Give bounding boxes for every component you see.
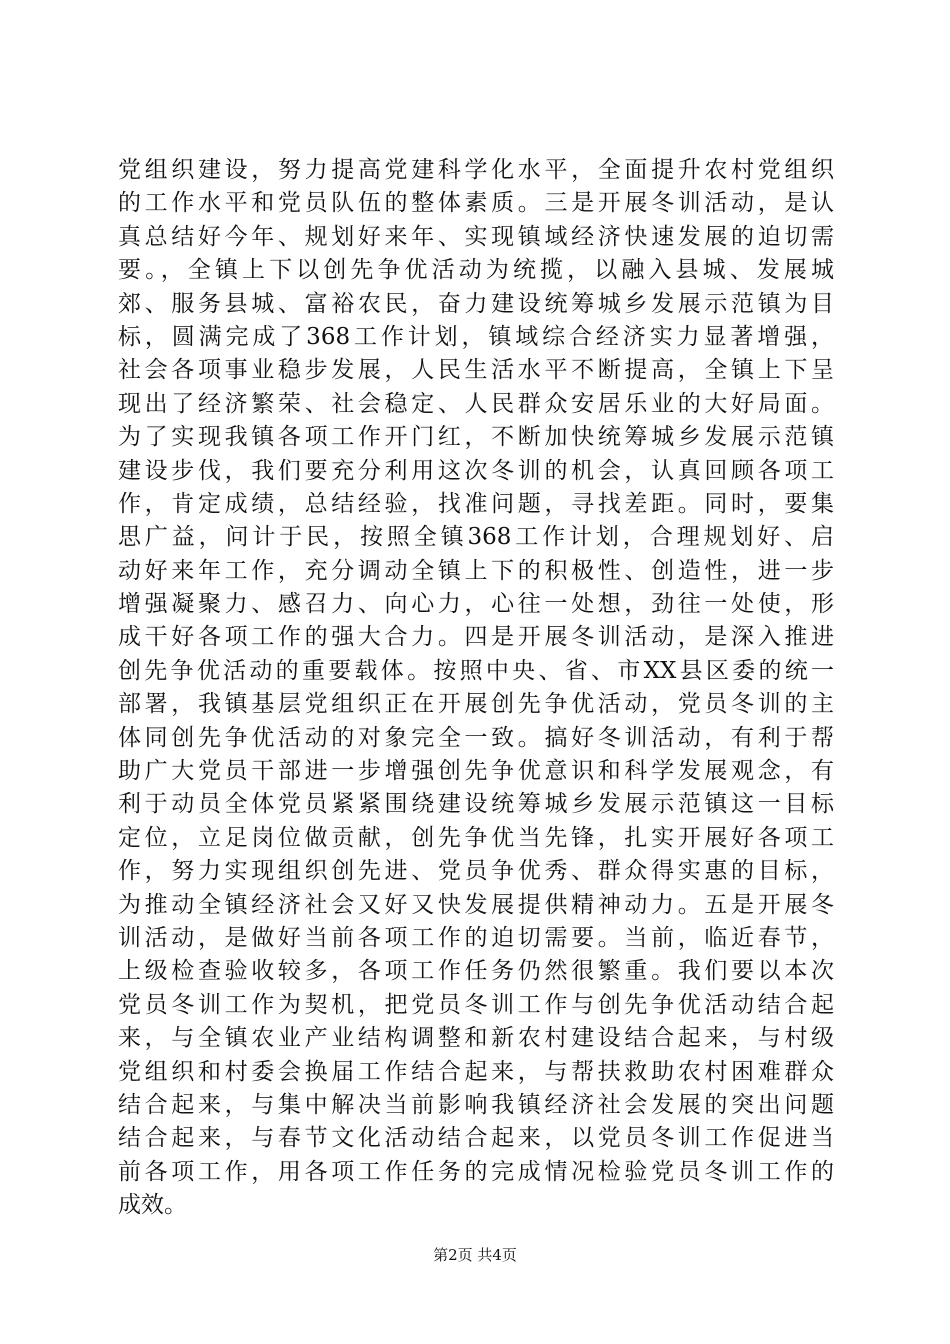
text-line: 结合起来，与春节文化活动结合起来，以党员冬训工作促进当 bbox=[118, 1125, 834, 1152]
text-line: 标，圆满完成了368工作计划，镇域综合经济实力显著增强， bbox=[118, 323, 834, 350]
text-line: 体同创先争优活动的对象完全一致。搞好冬训活动，有利于帮 bbox=[118, 724, 834, 751]
text-line: 真总结好今年、规划好来年、实现镇域经济快速发展的迫切需 bbox=[118, 223, 834, 250]
text-line: 为了实现我镇各项工作开门红，不断加快统筹城乡发展示范镇 bbox=[118, 424, 834, 451]
text-line: 上级检查验收较多，各项工作任务仍然很繁重。我们要以本次 bbox=[118, 958, 834, 985]
text-line: 部署，我镇基层党组织正在开展创先争优活动，党员冬训的主 bbox=[118, 691, 834, 718]
text-line: 成干好各项工作的强大合力。四是开展冬训活动，是深入推进 bbox=[118, 624, 834, 651]
text-line: 动好来年工作，充分调动全镇上下的积极性、创造性，进一步 bbox=[118, 557, 834, 584]
text-line: 定位，立足岗位做贡献，创先争优当先锋，扎实开展好各项工 bbox=[118, 824, 834, 851]
text-line: 郊、服务县城、富裕农民，奋力建设统筹城乡发展示范镇为目 bbox=[118, 290, 834, 317]
text-line: 为推动全镇经济社会又好又快发展提供精神动力。五是开展冬 bbox=[118, 891, 834, 918]
text-line: 作，努力实现组织创先进、党员争优秀、群众得实惠的目标， bbox=[118, 858, 834, 885]
body-paragraph bbox=[118, 154, 834, 1223]
text-line: 要。，全镇上下以创先争优活动为统揽，以融入县城、发展城 bbox=[118, 257, 834, 284]
text-line: 助广大党员干部进一步增强创先争优意识和科学发展观念，有 bbox=[118, 758, 834, 785]
text-line: 成效。 bbox=[118, 1192, 187, 1219]
text-line: 党员冬训工作为契机，把党员冬训工作与创先争优活动结合起 bbox=[118, 991, 834, 1018]
text-line: 增强凝聚力、感召力、向心力，心往一处想，劲往一处使，形 bbox=[118, 591, 834, 618]
text-line: 来，与全镇农业产业结构调整和新农村建设结合起来，与村级 bbox=[118, 1025, 834, 1052]
text-line: 党组织和村委会换届工作结合起来，与帮扶救助农村困难群众 bbox=[118, 1058, 834, 1085]
text-line: 思广益，问计于民，按照全镇368工作计划，合理规划好、启 bbox=[118, 524, 834, 551]
text-line: 现出了经济繁荣、社会稳定、人民群众安居乐业的大好局面。 bbox=[118, 390, 834, 417]
text-line: 前各项工作，用各项工作任务的完成情况检验党员冬训工作的 bbox=[118, 1158, 834, 1185]
text-line: 训活动，是做好当前各项工作的迫切需要。当前，临近春节， bbox=[118, 924, 834, 951]
text-line: 社会各项事业稳步发展，人民生活水平不断提高，全镇上下呈 bbox=[118, 357, 834, 384]
text-line: 结合起来，与集中解决当前影响我镇经济社会发展的突出问题 bbox=[118, 1091, 834, 1118]
text-line: 创先争优活动的重要载体。按照中央、省、市XX县区委的统一 bbox=[118, 657, 834, 684]
text-line: 党组织建设，努力提高党建科学化水平，全面提升农村党组织 bbox=[118, 157, 834, 183]
text-line: 利于动员全体党员紧紧围绕建设统筹城乡发展示范镇这一目标 bbox=[118, 791, 834, 818]
text-line: 建设步伐，我们要充分利用这次冬训的机会，认真回顾各项工 bbox=[118, 457, 834, 484]
page-footer: 第2页 共4页 bbox=[433, 1246, 517, 1264]
text-line: 的工作水平和党员队伍的整体素质。三是开展冬训活动，是认 bbox=[118, 190, 834, 217]
text-line: 作，肯定成绩，总结经验，找准问题，寻找差距。同时，要集 bbox=[118, 490, 834, 517]
